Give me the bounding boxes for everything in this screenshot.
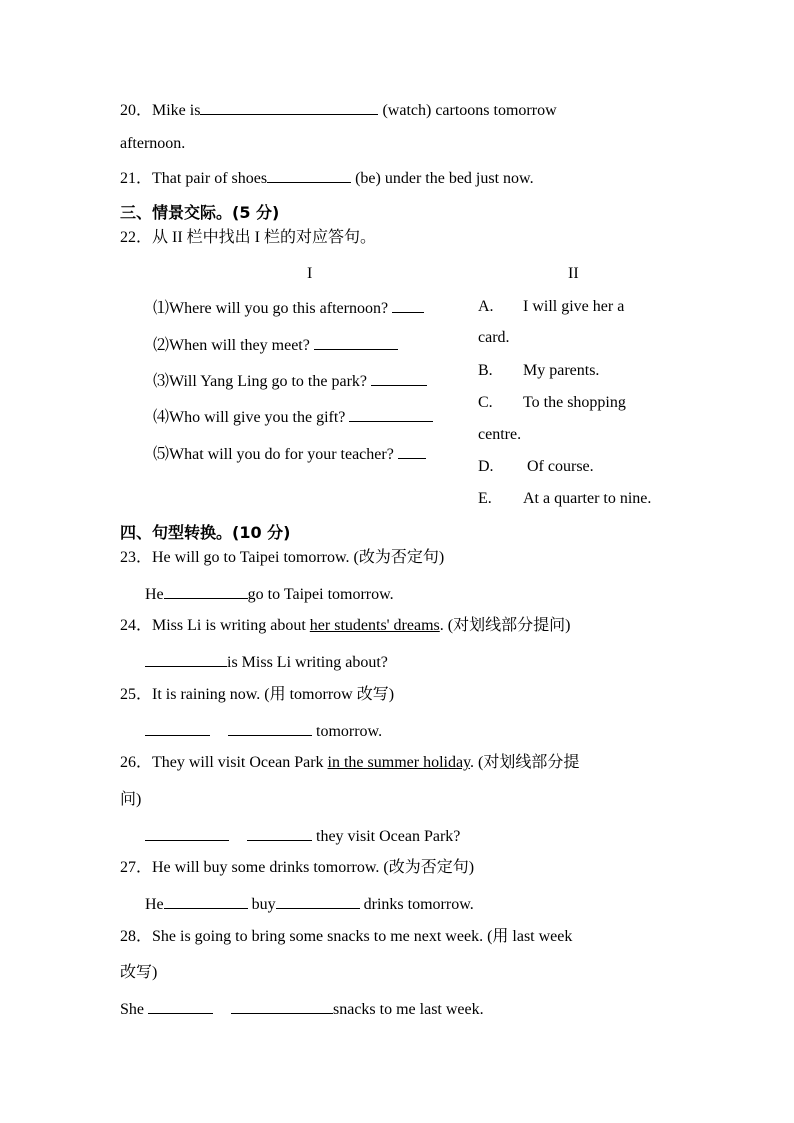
section-3-title: 三、情景交际。(5 分) bbox=[120, 203, 280, 222]
column-ii-header: II bbox=[568, 265, 579, 282]
q22-item-2-text: ⑵When will they meet? bbox=[153, 337, 310, 354]
q22-item-5-blank[interactable] bbox=[398, 443, 426, 459]
option-e-letter: E. bbox=[478, 490, 492, 507]
q23-answer-suffix: go to Taipei tomorrow. bbox=[247, 586, 394, 603]
q21-text-a: 21．That pair of shoes bbox=[120, 170, 268, 187]
option-c-text: To the shopping bbox=[523, 394, 626, 411]
question-25: 25．It is raining now. (用 tomorrow 改写) bbox=[120, 686, 395, 703]
q28-answer-suffix: snacks to me last week. bbox=[333, 1001, 484, 1018]
q26-answer-suffix: they visit Ocean Park? bbox=[312, 828, 461, 845]
option-d-text: Of course. bbox=[523, 458, 594, 475]
option-a-text: I will give her a bbox=[523, 298, 625, 315]
option-c-letter: C. bbox=[478, 394, 493, 411]
q23-blank[interactable] bbox=[164, 583, 248, 599]
option-a bbox=[478, 297, 624, 317]
option-c-continuation: centre. bbox=[478, 426, 522, 443]
q22-item-4-text: ⑷Who will give you the gift? bbox=[153, 409, 346, 426]
q22-item-3-blank[interactable] bbox=[371, 370, 427, 386]
question-22-stem: 22．从 II 栏中找出 I 栏的对应答句。 bbox=[120, 229, 376, 246]
q22-item-1-text: ⑴Where will you go this afternoon? bbox=[153, 300, 389, 317]
q27-blank-2[interactable] bbox=[276, 893, 360, 909]
q26-blank-1[interactable] bbox=[145, 825, 229, 841]
option-e-text: At a quarter to nine. bbox=[523, 490, 652, 507]
q20-blank[interactable] bbox=[200, 99, 378, 115]
q27-answer-mid: buy bbox=[247, 896, 276, 913]
q28-blank-1[interactable] bbox=[148, 998, 213, 1014]
q27-answer-line bbox=[145, 893, 474, 915]
q21-blank[interactable] bbox=[267, 167, 351, 183]
q22-item-4-blank[interactable] bbox=[349, 406, 433, 422]
q24-answer-suffix: is Miss Li writing about? bbox=[227, 654, 388, 671]
q22-item-3-text: ⑶Will Yang Ling go to the park? bbox=[153, 373, 368, 390]
question-28: 28．She is going to bring some snacks to me next week. (用 last week bbox=[120, 928, 573, 945]
q24-text-a: 24．Miss Li is writing about bbox=[120, 617, 310, 634]
option-e bbox=[478, 489, 651, 509]
option-d bbox=[478, 457, 594, 477]
q26-text-c: . (对划线部分提 bbox=[470, 754, 580, 771]
question-26 bbox=[120, 753, 579, 773]
q22-item-2 bbox=[153, 334, 398, 356]
question-21 bbox=[120, 167, 534, 189]
q27-answer-prefix: He bbox=[145, 896, 164, 913]
q22-item-1 bbox=[153, 297, 424, 319]
q28-answer-line bbox=[120, 998, 484, 1020]
q28-continuation: 改写) bbox=[120, 964, 158, 981]
q26-continuation: 问) bbox=[120, 791, 142, 808]
q26-answer-line bbox=[145, 825, 460, 847]
question-20 bbox=[120, 99, 557, 121]
q28-blank-2[interactable] bbox=[231, 998, 333, 1014]
option-a-letter: A. bbox=[478, 298, 494, 315]
q22-item-5-text: ⑸What will you do for your teacher? bbox=[153, 446, 394, 463]
option-c bbox=[478, 393, 626, 413]
column-i-header: I bbox=[307, 265, 313, 282]
q20-continuation: afternoon. bbox=[120, 135, 186, 152]
option-b bbox=[478, 361, 599, 381]
section-4-title: 四、句型转换。(10 分) bbox=[120, 523, 291, 542]
q22-item-3 bbox=[153, 370, 427, 392]
q28-answer-prefix: She bbox=[120, 1001, 148, 1018]
q26-underlined-phrase: in the summer holiday bbox=[327, 754, 471, 771]
q23-answer-line bbox=[145, 583, 394, 605]
question-24 bbox=[120, 616, 570, 636]
q27-answer-suffix: drinks tomorrow. bbox=[359, 896, 474, 913]
q25-answer-line bbox=[145, 720, 382, 742]
q26-text-a: 26．They will visit Ocean Park bbox=[120, 754, 328, 771]
q25-blank-2[interactable] bbox=[228, 720, 312, 736]
q26-blank-2[interactable] bbox=[247, 825, 312, 841]
question-23: 23．He will go to Taipei tomorrow. (改为否定句) bbox=[120, 549, 445, 566]
q22-item-2-blank[interactable] bbox=[314, 334, 398, 350]
q21-text-b: (be) under the bed just now. bbox=[351, 170, 534, 187]
option-b-text: My parents. bbox=[523, 362, 600, 379]
q24-text-c: . (对划线部分提问) bbox=[439, 617, 571, 634]
option-b-letter: B. bbox=[478, 362, 493, 379]
q24-answer-line bbox=[145, 651, 388, 673]
q24-underlined-phrase: her students' dreams bbox=[309, 617, 440, 634]
q25-answer-suffix: tomorrow. bbox=[312, 723, 383, 740]
q22-item-5 bbox=[153, 443, 426, 465]
q20-text-b: (watch) cartoons tomorrow bbox=[378, 102, 557, 119]
q22-item-1-blank[interactable] bbox=[392, 297, 424, 313]
q23-answer-prefix: He bbox=[145, 586, 164, 603]
q20-text-a: 20．Mike is bbox=[120, 102, 201, 119]
q24-blank[interactable] bbox=[145, 651, 227, 667]
q25-blank-1[interactable] bbox=[145, 720, 210, 736]
question-27: 27．He will buy some drinks tomorrow. (改为否定句) bbox=[120, 859, 475, 876]
option-a-continuation: card. bbox=[478, 329, 510, 346]
q27-blank-1[interactable] bbox=[164, 893, 248, 909]
option-d-letter: D. bbox=[478, 458, 494, 475]
q22-item-4 bbox=[153, 406, 433, 428]
